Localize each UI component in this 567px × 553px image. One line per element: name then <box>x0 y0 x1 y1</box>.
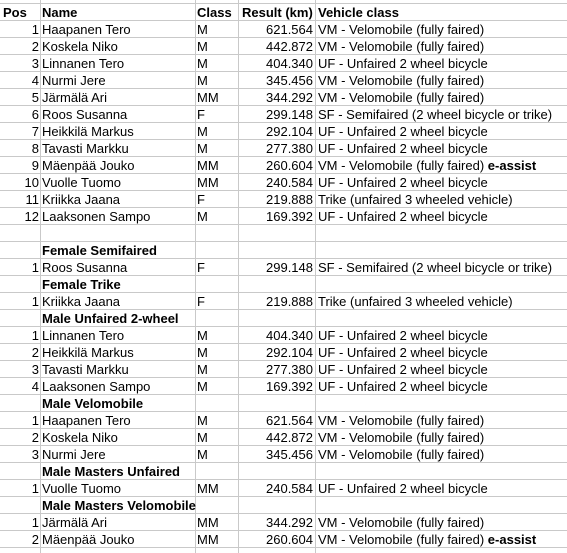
vehicle-class-cell[interactable] <box>318 480 567 497</box>
category-row <box>0 514 567 531</box>
result-cell[interactable]: 621.564 <box>266 22 313 37</box>
pos-cell[interactable]: 1 <box>31 413 39 428</box>
result-cell[interactable]: 442.872 <box>266 430 313 445</box>
vehicle-class-text: VM - Velomobile (fully faired) <box>318 39 485 54</box>
class-cell[interactable]: M <box>197 362 208 377</box>
name-cell[interactable]: Linnanen Tero <box>42 56 125 71</box>
name-cell[interactable]: Laaksonen Sampo <box>42 209 151 224</box>
result-cell[interactable]: 292.104 <box>266 124 313 139</box>
pos-cell[interactable]: 1 <box>31 481 39 496</box>
class-cell[interactable]: M <box>197 379 208 394</box>
vehicle-class-text: UF - Unfaired 2 wheel bicycle <box>318 328 488 343</box>
vehicle-class-cell[interactable] <box>318 55 567 72</box>
vehicle-class-text: UF - Unfaired 2 wheel bicycle <box>318 141 488 156</box>
result-cell[interactable]: 299.148 <box>266 107 313 122</box>
vehicle-class-cell[interactable] <box>318 327 567 344</box>
result-cell[interactable]: 277.380 <box>266 141 313 156</box>
vehicle-class-text: SF - Semifaired (2 wheel bicycle or trike) <box>318 107 553 122</box>
vehicle-class-text: SF - Semifaired (2 wheel bicycle or trike) <box>318 260 553 275</box>
class-cell[interactable]: F <box>197 260 205 275</box>
overall-row <box>0 157 567 174</box>
e-assist-note: e-assist <box>487 532 537 547</box>
vehicle-class-text: VM - Velomobile (fully faired) <box>318 158 485 173</box>
vehicle-class-text: VM - Velomobile (fully faired) <box>318 413 485 428</box>
vehicle-class-text: VM - Velomobile (fully faired) <box>318 430 485 445</box>
class-cell[interactable]: M <box>197 345 208 360</box>
vehicle-class-cell[interactable] <box>318 531 567 548</box>
vehicle-class-text: UF - Unfaired 2 wheel bicycle <box>318 481 488 496</box>
result-cell[interactable]: 299.148 <box>266 260 313 275</box>
vehicle-class-cell[interactable] <box>318 514 567 531</box>
pos-cell[interactable]: 4 <box>31 379 39 394</box>
category-row <box>0 446 567 463</box>
section-title[interactable]: Male Velomobile <box>42 396 144 411</box>
pos-cell[interactable]: 2 <box>31 532 39 547</box>
class-cell[interactable]: F <box>197 192 205 207</box>
pos-cell[interactable]: 8 <box>31 141 39 156</box>
vehicle-class-text: VM - Velomobile (fully faired) <box>318 22 485 37</box>
class-cell[interactable]: M <box>197 22 208 37</box>
category-row <box>0 259 567 276</box>
vehicle-class-text: UF - Unfaired 2 wheel bicycle <box>318 345 488 360</box>
overall-row <box>0 174 567 191</box>
class-cell[interactable]: F <box>197 294 205 309</box>
overall-row <box>0 191 567 208</box>
vehicle-class-text: VM - Velomobile (fully faired) <box>318 447 485 462</box>
result-cell[interactable]: 345.456 <box>266 447 313 462</box>
name-cell[interactable]: Heikkilä Markus <box>42 345 134 360</box>
category-row <box>0 531 567 548</box>
pos-cell[interactable]: 3 <box>31 56 39 71</box>
result-cell[interactable]: 621.564 <box>266 413 313 428</box>
blank-row <box>0 225 567 242</box>
name-cell[interactable]: Tavasti Markku <box>42 362 129 377</box>
section-header-row <box>0 310 567 327</box>
overall-row <box>0 38 567 55</box>
header-pos[interactable]: Pos <box>3 5 27 20</box>
pos-cell[interactable]: 1 <box>31 260 39 275</box>
overall-row <box>0 72 567 89</box>
name-cell[interactable]: Mäenpää Jouko <box>42 158 135 173</box>
vehicle-class-cell[interactable] <box>318 174 567 191</box>
result-cell[interactable]: 344.292 <box>266 90 313 105</box>
name-cell[interactable]: Heikkilä Markus <box>42 124 134 139</box>
section-header-row <box>0 276 567 293</box>
name-cell[interactable]: Järmälä Ari <box>42 90 108 105</box>
class-cell[interactable]: M <box>197 141 208 156</box>
pos-cell[interactable]: 1 <box>31 294 39 309</box>
pos-cell[interactable]: 2 <box>31 345 39 360</box>
pos-cell[interactable]: 9 <box>31 158 39 173</box>
pos-cell[interactable]: 2 <box>31 430 39 445</box>
result-cell[interactable]: 219.888 <box>266 192 313 207</box>
name-cell[interactable]: Haapanen Tero <box>42 22 131 37</box>
category-row <box>0 327 567 344</box>
vehicle-class-cell[interactable] <box>318 140 567 157</box>
header-row <box>0 4 567 21</box>
name-cell[interactable]: Roos Susanna <box>42 260 128 275</box>
class-cell[interactable]: M <box>197 209 208 224</box>
vehicle-class-cell[interactable] <box>318 72 567 89</box>
class-cell[interactable]: MM <box>197 158 219 173</box>
name-cell[interactable]: Roos Susanna <box>42 107 128 122</box>
category-row <box>0 412 567 429</box>
result-cell[interactable]: 344.292 <box>266 515 313 530</box>
vehicle-class-cell[interactable] <box>318 378 567 395</box>
class-cell[interactable]: MM <box>197 175 219 190</box>
name-cell[interactable]: Mäenpää Jouko <box>42 532 135 547</box>
section-title[interactable]: Female Semifaired <box>42 243 157 258</box>
pos-cell[interactable]: 5 <box>31 90 39 105</box>
vehicle-class-text: Trike (unfaired 3 wheeled vehicle) <box>318 294 513 309</box>
vehicle-class-cell[interactable] <box>318 361 567 378</box>
pos-cell[interactable]: 7 <box>31 124 39 139</box>
section-title[interactable]: Male Masters Unfaired <box>42 464 180 479</box>
class-cell[interactable]: M <box>197 447 208 462</box>
name-cell[interactable]: Laaksonen Sampo <box>42 379 151 394</box>
pos-cell[interactable]: 3 <box>31 362 39 377</box>
class-cell[interactable]: MM <box>197 515 219 530</box>
header-vehicle-class[interactable]: Vehicle class <box>318 5 399 20</box>
vehicle-class-cell[interactable] <box>318 259 567 276</box>
result-cell[interactable]: 169.392 <box>266 379 313 394</box>
name-cell[interactable]: Nurmi Jere <box>42 73 106 88</box>
name-cell[interactable]: Vuolle Tuomo <box>42 175 122 190</box>
category-row <box>0 429 567 446</box>
vehicle-class-text: UF - Unfaired 2 wheel bicycle <box>318 124 488 139</box>
vehicle-class-cell[interactable] <box>318 293 567 310</box>
vehicle-class-text: UF - Unfaired 2 wheel bicycle <box>318 379 488 394</box>
header-result[interactable]: Result (km) <box>242 5 313 20</box>
vehicle-class-cell[interactable] <box>318 123 567 140</box>
pos-cell[interactable]: 1 <box>31 515 39 530</box>
vehicle-class-cell[interactable] <box>318 208 567 225</box>
result-cell[interactable]: 345.456 <box>266 73 313 88</box>
vehicle-class-text: Trike (unfaired 3 wheeled vehicle) <box>318 192 513 207</box>
pos-cell[interactable]: 11 <box>25 192 39 207</box>
vehicle-class-cell[interactable] <box>318 344 567 361</box>
section-header-row <box>0 242 567 259</box>
class-cell[interactable]: M <box>197 328 208 343</box>
class-cell[interactable]: MM <box>197 481 219 496</box>
name-cell[interactable]: Linnanen Tero <box>42 328 125 343</box>
class-cell[interactable]: F <box>197 107 205 122</box>
vehicle-class-cell[interactable] <box>318 429 567 446</box>
section-title[interactable]: Male Unfaired 2-wheel <box>42 311 179 326</box>
class-cell[interactable]: M <box>197 413 208 428</box>
header-name[interactable]: Name <box>42 5 78 20</box>
vehicle-class-cell[interactable] <box>318 106 567 123</box>
e-assist-note: e-assist <box>487 158 537 173</box>
name-cell[interactable]: Koskela Niko <box>42 430 118 445</box>
section-title[interactable]: Male Masters Velomobile <box>42 498 196 513</box>
result-cell[interactable]: 169.392 <box>266 209 313 224</box>
result-cell[interactable]: 260.604 <box>266 158 313 173</box>
pos-cell[interactable]: 1 <box>31 22 39 37</box>
name-cell[interactable]: Koskela Niko <box>42 39 118 54</box>
overall-row <box>0 89 567 106</box>
header-class[interactable]: Class <box>197 5 232 20</box>
vehicle-class-cell[interactable] <box>318 21 567 38</box>
pos-cell[interactable]: 4 <box>31 73 39 88</box>
category-row <box>0 293 567 310</box>
result-cell[interactable]: 277.380 <box>266 362 313 377</box>
result-cell[interactable]: 292.104 <box>266 345 313 360</box>
name-cell[interactable]: Nurmi Jere <box>42 447 106 462</box>
vehicle-class-text: UF - Unfaired 2 wheel bicycle <box>318 175 488 190</box>
pos-cell[interactable]: 1 <box>31 328 39 343</box>
vehicle-class-cell[interactable] <box>318 157 567 174</box>
class-cell[interactable]: M <box>197 430 208 445</box>
result-cell[interactable]: 404.340 <box>266 328 313 343</box>
name-cell[interactable]: Vuolle Tuomo <box>42 481 122 496</box>
vehicle-class-text: UF - Unfaired 2 wheel bicycle <box>318 362 488 377</box>
category-row <box>0 361 567 378</box>
pos-cell[interactable]: 3 <box>31 447 39 462</box>
class-cell[interactable]: MM <box>197 532 219 547</box>
vehicle-class-text: VM - Velomobile (fully faired) <box>318 73 485 88</box>
pos-cell[interactable]: 6 <box>31 107 39 122</box>
overall-row <box>0 55 567 72</box>
name-cell[interactable]: Kriikka Jaana <box>42 294 121 309</box>
section-header-row <box>0 395 567 412</box>
category-row <box>0 378 567 395</box>
overall-row <box>0 208 567 225</box>
overall-row <box>0 140 567 157</box>
overall-row <box>0 123 567 140</box>
result-cell[interactable]: 219.888 <box>266 294 313 309</box>
name-cell[interactable]: Järmälä Ari <box>42 515 108 530</box>
vehicle-class-cell[interactable] <box>318 446 567 463</box>
class-cell[interactable]: M <box>197 73 208 88</box>
result-cell[interactable]: 240.584 <box>266 175 313 190</box>
vehicle-class-cell[interactable] <box>318 89 567 106</box>
name-cell[interactable]: Tavasti Markku <box>42 141 129 156</box>
section-title[interactable]: Female Trike <box>42 277 121 292</box>
section-header-row <box>0 497 567 514</box>
class-cell[interactable]: MM <box>197 90 219 105</box>
vehicle-class-text: VM - Velomobile (fully faired) <box>318 90 485 105</box>
class-cell[interactable]: M <box>197 39 208 54</box>
category-row <box>0 344 567 361</box>
result-cell[interactable]: 404.340 <box>266 56 313 71</box>
pos-cell[interactable]: 10 <box>24 175 39 190</box>
pos-cell[interactable]: 2 <box>31 39 39 54</box>
result-cell[interactable]: 442.872 <box>266 39 313 54</box>
vehicle-class-text: VM - Velomobile (fully faired) <box>318 515 485 530</box>
vehicle-class-cell[interactable] <box>318 412 567 429</box>
overall-row <box>0 106 567 123</box>
class-cell[interactable]: M <box>197 56 208 71</box>
vehicle-class-text: VM - Velomobile (fully faired) <box>318 532 485 547</box>
pos-cell[interactable]: 12 <box>24 209 39 224</box>
category-row <box>0 480 567 497</box>
result-cell[interactable]: 260.604 <box>266 532 313 547</box>
vehicle-class-text: UF - Unfaired 2 wheel bicycle <box>318 209 488 224</box>
class-cell[interactable]: M <box>197 124 208 139</box>
vehicle-class-text: UF - Unfaired 2 wheel bicycle <box>318 56 488 71</box>
section-header-row <box>0 463 567 480</box>
vehicle-class-cell[interactable] <box>318 38 567 55</box>
vehicle-class-cell[interactable] <box>318 191 567 208</box>
name-cell[interactable]: Haapanen Tero <box>42 413 131 428</box>
name-cell[interactable]: Kriikka Jaana <box>42 192 121 207</box>
overall-row <box>0 21 567 38</box>
result-cell[interactable]: 240.584 <box>266 481 313 496</box>
